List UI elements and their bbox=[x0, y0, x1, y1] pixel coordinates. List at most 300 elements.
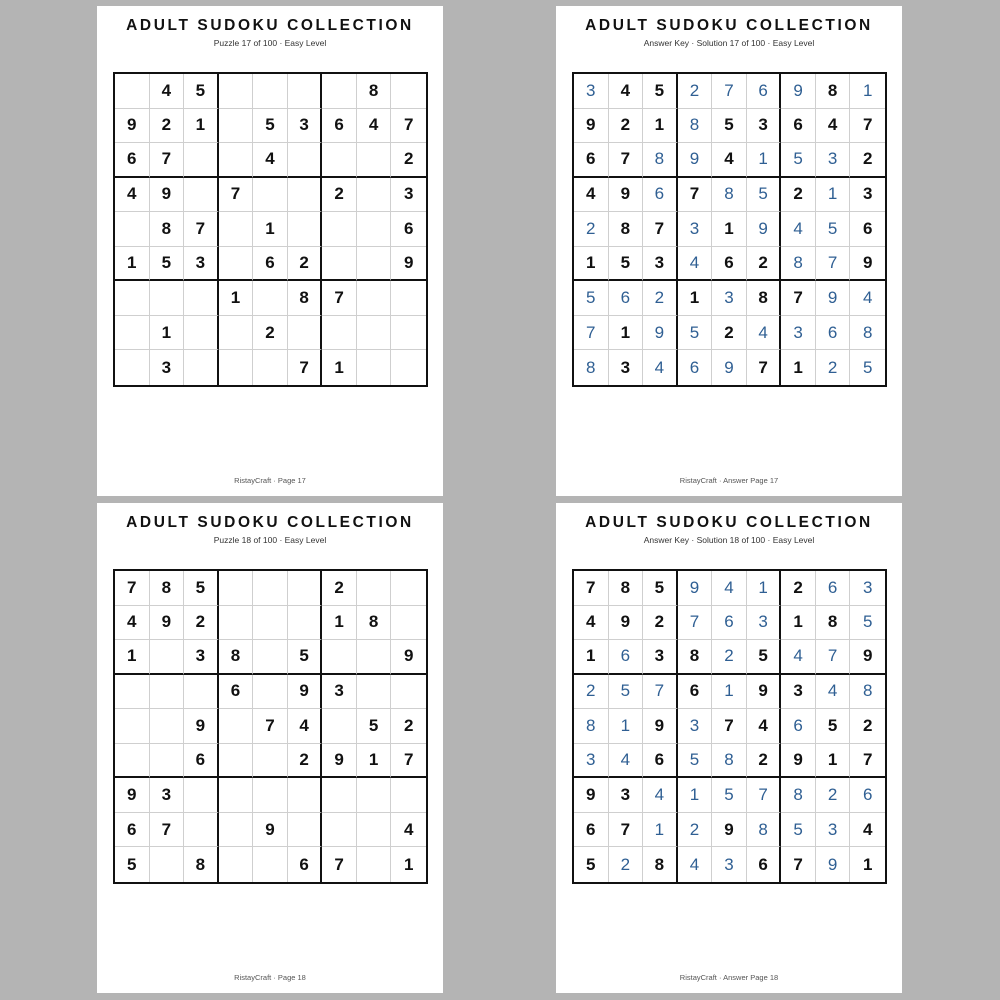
sudoku-cell: 2 bbox=[391, 143, 426, 178]
puzzle-page-17 bbox=[97, 6, 443, 496]
sudoku-cell: 9 bbox=[781, 74, 816, 109]
sudoku-cell: 1 bbox=[219, 281, 254, 316]
sudoku-cell: 5 bbox=[816, 709, 851, 744]
sudoku-cell: 8 bbox=[150, 571, 185, 606]
sudoku-cell: 7 bbox=[391, 744, 426, 779]
sudoku-cell: 8 bbox=[609, 212, 644, 247]
sudoku-cell: 3 bbox=[288, 109, 323, 144]
sudoku-cell bbox=[357, 571, 392, 606]
page-title: ADULT SUDOKU COLLECTION bbox=[585, 514, 873, 531]
sudoku-cell: 8 bbox=[712, 744, 747, 779]
sudoku-cell: 5 bbox=[253, 109, 288, 144]
page-title: ADULT SUDOKU COLLECTION bbox=[126, 17, 414, 34]
sudoku-cell: 7 bbox=[643, 212, 678, 247]
sudoku-cell bbox=[391, 778, 426, 813]
sudoku-cell: 5 bbox=[288, 640, 323, 675]
sudoku-cell: 3 bbox=[609, 350, 644, 385]
sudoku-cell: 7 bbox=[747, 778, 782, 813]
sudoku-cell: 7 bbox=[219, 178, 254, 213]
sudoku-cell: 8 bbox=[781, 247, 816, 282]
sudoku-cell: 6 bbox=[712, 606, 747, 641]
sudoku-cell: 6 bbox=[574, 813, 609, 848]
sudoku-cell: 4 bbox=[678, 847, 713, 882]
sudoku-cell bbox=[288, 606, 323, 641]
sudoku-cell: 6 bbox=[678, 675, 713, 710]
sudoku-cell: 8 bbox=[574, 709, 609, 744]
sudoku-cell: 1 bbox=[678, 281, 713, 316]
sudoku-cell: 5 bbox=[184, 571, 219, 606]
sudoku-cell: 9 bbox=[747, 675, 782, 710]
sudoku-cell: 4 bbox=[712, 143, 747, 178]
sudoku-cell: 4 bbox=[357, 109, 392, 144]
sudoku-cell bbox=[288, 178, 323, 213]
sudoku-cell: 2 bbox=[850, 143, 885, 178]
sudoku-cell bbox=[357, 178, 392, 213]
sudoku-cell: 1 bbox=[115, 247, 150, 282]
sudoku-cell: 6 bbox=[643, 178, 678, 213]
page-subtitle: Answer Key · Solution 17 of 100 · Easy Level bbox=[643, 38, 815, 48]
sudoku-cell bbox=[391, 675, 426, 710]
page-footer: RistayCraft · Page 18 bbox=[234, 973, 306, 982]
sudoku-cell: 6 bbox=[643, 744, 678, 779]
sudoku-cell: 8 bbox=[678, 109, 713, 144]
sudoku-cell bbox=[219, 571, 254, 606]
sudoku-cell: 8 bbox=[184, 847, 219, 882]
sudoku-cell: 4 bbox=[253, 143, 288, 178]
sudoku-cell: 5 bbox=[747, 640, 782, 675]
sudoku-cell bbox=[357, 640, 392, 675]
sudoku-cell: 9 bbox=[678, 571, 713, 606]
sudoku-cell bbox=[115, 675, 150, 710]
sudoku-cell bbox=[288, 212, 323, 247]
sudoku-cell: 5 bbox=[781, 143, 816, 178]
sudoku-cell: 9 bbox=[609, 606, 644, 641]
sudoku-cell: 5 bbox=[357, 709, 392, 744]
sudoku-cell: 2 bbox=[678, 813, 713, 848]
sudoku-cell: 7 bbox=[850, 744, 885, 779]
sudoku-cell: 8 bbox=[712, 178, 747, 213]
page-footer: RistayCraft · Answer Page 17 bbox=[679, 476, 779, 485]
sudoku-cell: 3 bbox=[712, 847, 747, 882]
sudoku-cell: 8 bbox=[357, 606, 392, 641]
page-footer: RistayCraft · Answer Page 18 bbox=[679, 973, 779, 982]
sudoku-cell: 9 bbox=[150, 178, 185, 213]
sudoku-cell: 4 bbox=[781, 212, 816, 247]
sudoku-cell bbox=[219, 247, 254, 282]
sudoku-cell: 4 bbox=[609, 744, 644, 779]
sudoku-cell: 8 bbox=[574, 350, 609, 385]
sudoku-cell: 9 bbox=[781, 744, 816, 779]
sudoku-cell: 6 bbox=[678, 350, 713, 385]
sudoku-cell: 7 bbox=[712, 709, 747, 744]
sudoku-cell: 8 bbox=[816, 606, 851, 641]
sudoku-cell: 5 bbox=[609, 675, 644, 710]
sudoku-cell: 8 bbox=[219, 640, 254, 675]
sudoku-cell bbox=[322, 709, 357, 744]
sudoku-cell bbox=[253, 847, 288, 882]
sudoku-cell bbox=[253, 571, 288, 606]
sudoku-cell bbox=[184, 281, 219, 316]
sudoku-cell bbox=[357, 675, 392, 710]
sudoku-cell: 8 bbox=[288, 281, 323, 316]
sudoku-cell: 2 bbox=[781, 178, 816, 213]
sudoku-cell: 2 bbox=[712, 316, 747, 351]
sudoku-cell: 1 bbox=[150, 316, 185, 351]
sudoku-cell: 9 bbox=[115, 109, 150, 144]
sudoku-cell: 7 bbox=[643, 675, 678, 710]
sudoku-cell: 1 bbox=[781, 350, 816, 385]
sudoku-cell: 6 bbox=[288, 847, 323, 882]
sudoku-cell: 8 bbox=[357, 74, 392, 109]
sudoku-cell: 7 bbox=[253, 709, 288, 744]
sudoku-cell: 8 bbox=[150, 212, 185, 247]
sudoku-cell bbox=[253, 778, 288, 813]
sudoku-cell bbox=[253, 178, 288, 213]
sudoku-cell bbox=[357, 281, 392, 316]
sudoku-cell: 7 bbox=[816, 247, 851, 282]
sudoku-cell bbox=[115, 74, 150, 109]
sudoku-cell: 2 bbox=[678, 74, 713, 109]
sudoku-cell bbox=[115, 350, 150, 385]
sudoku-cell: 3 bbox=[609, 778, 644, 813]
sudoku-cell: 1 bbox=[816, 744, 851, 779]
sudoku-cell: 6 bbox=[712, 247, 747, 282]
sudoku-cell: 4 bbox=[574, 178, 609, 213]
sudoku-cell: 4 bbox=[391, 813, 426, 848]
sudoku-cell: 6 bbox=[747, 74, 782, 109]
sudoku-cell: 2 bbox=[574, 212, 609, 247]
sudoku-cell bbox=[357, 316, 392, 351]
sudoku-cell: 1 bbox=[712, 212, 747, 247]
sudoku-cell: 4 bbox=[781, 640, 816, 675]
sudoku-cell bbox=[288, 571, 323, 606]
sudoku-cell bbox=[288, 74, 323, 109]
sudoku-cell: 1 bbox=[609, 316, 644, 351]
sudoku-cell bbox=[391, 74, 426, 109]
sudoku-cell: 7 bbox=[391, 109, 426, 144]
sudoku-cell bbox=[357, 350, 392, 385]
sudoku-cell: 1 bbox=[862, 854, 873, 874]
sudoku-cell: 9 bbox=[150, 606, 185, 641]
sudoku-cell: 2 bbox=[609, 847, 644, 882]
sudoku-cell: 9 bbox=[609, 178, 644, 213]
sudoku-cell: 6 bbox=[850, 212, 885, 247]
sudoku-cell bbox=[219, 744, 254, 779]
sudoku-cell: 4 bbox=[643, 778, 678, 813]
sudoku-cell: 7 bbox=[747, 350, 782, 385]
answer-page-18 bbox=[556, 503, 902, 993]
sudoku-cell: 5 bbox=[781, 813, 816, 848]
sudoku-cell: 5 bbox=[184, 74, 219, 109]
sudoku-cell: 2 bbox=[747, 744, 782, 779]
sudoku-cell bbox=[184, 778, 219, 813]
sudoku-cell: 1 bbox=[115, 640, 150, 675]
sudoku-cell: 3 bbox=[712, 281, 747, 316]
sudoku-cell: 3 bbox=[574, 74, 609, 109]
sudoku-grid bbox=[113, 569, 428, 884]
sudoku-cell: 4 bbox=[643, 350, 678, 385]
sudoku-cell: 2 bbox=[850, 709, 885, 744]
sudoku-cell bbox=[253, 350, 288, 385]
sudoku-cell: 4 bbox=[747, 316, 782, 351]
sudoku-cell: 7 bbox=[712, 74, 747, 109]
sudoku-cell: 5 bbox=[747, 178, 782, 213]
sudoku-cell: 6 bbox=[253, 247, 288, 282]
sudoku-cell: 4 bbox=[678, 247, 713, 282]
sudoku-cell: 8 bbox=[850, 675, 885, 710]
sudoku-cell: 1 bbox=[609, 709, 644, 744]
sudoku-cell: 5 bbox=[574, 281, 609, 316]
sudoku-cell: 3 bbox=[781, 316, 816, 351]
sudoku-cell: 9 bbox=[816, 847, 851, 882]
sudoku-cell bbox=[253, 74, 288, 109]
sudoku-grid bbox=[572, 72, 887, 387]
sudoku-cell: 1 bbox=[747, 143, 782, 178]
sudoku-cell: 1 bbox=[712, 675, 747, 710]
page-subtitle: Puzzle 18 of 100 · Easy Level bbox=[213, 535, 327, 545]
sudoku-cell: 6 bbox=[816, 316, 851, 351]
sudoku-cell bbox=[150, 281, 185, 316]
sudoku-cell: 7 bbox=[678, 178, 713, 213]
sudoku-cell: 1 bbox=[403, 854, 414, 874]
sudoku-cell: 5 bbox=[816, 212, 851, 247]
sudoku-cell: 3 bbox=[816, 143, 851, 178]
sudoku-cell: 7 bbox=[574, 316, 609, 351]
sudoku-cell bbox=[253, 675, 288, 710]
sudoku-cell: 6 bbox=[115, 143, 150, 178]
sudoku-cell bbox=[219, 109, 254, 144]
sudoku-cell: 3 bbox=[643, 247, 678, 282]
sudoku-cell bbox=[357, 212, 392, 247]
sudoku-cell: 6 bbox=[391, 212, 426, 247]
sudoku-cell bbox=[322, 212, 357, 247]
sudoku-cell: 3 bbox=[184, 247, 219, 282]
sudoku-cell: 3 bbox=[781, 675, 816, 710]
sudoku-cell: 7 bbox=[816, 640, 851, 675]
sudoku-cell: 5 bbox=[678, 316, 713, 351]
sudoku-cell: 7 bbox=[150, 813, 185, 848]
sudoku-cell bbox=[357, 247, 392, 282]
sudoku-cell: 3 bbox=[184, 640, 219, 675]
sudoku-cell bbox=[357, 847, 392, 882]
sudoku-cell: 2 bbox=[288, 744, 323, 779]
sudoku-cell bbox=[219, 778, 254, 813]
sudoku-cell: 7 bbox=[781, 847, 816, 882]
sudoku-cell bbox=[219, 350, 254, 385]
sudoku-cell bbox=[115, 709, 150, 744]
sudoku-cell bbox=[288, 778, 323, 813]
sudoku-cell: 9 bbox=[574, 778, 609, 813]
sudoku-cell: 2 bbox=[184, 606, 219, 641]
sudoku-grid bbox=[113, 72, 428, 387]
sudoku-cell bbox=[219, 212, 254, 247]
sudoku-cell: 8 bbox=[747, 281, 782, 316]
sudoku-cell: 7 bbox=[609, 813, 644, 848]
sudoku-cell: 2 bbox=[643, 606, 678, 641]
sudoku-cell: 3 bbox=[150, 778, 185, 813]
sudoku-cell bbox=[115, 281, 150, 316]
sudoku-cell bbox=[219, 606, 254, 641]
sudoku-cell bbox=[391, 281, 426, 316]
sudoku-cell bbox=[184, 316, 219, 351]
sudoku-cell: 4 bbox=[115, 178, 150, 213]
sudoku-cell: 3 bbox=[850, 178, 885, 213]
sudoku-cell: 4 bbox=[816, 675, 851, 710]
sudoku-cell: 8 bbox=[643, 143, 678, 178]
sudoku-cell: 1 bbox=[747, 571, 782, 606]
sudoku-cell: 2 bbox=[712, 640, 747, 675]
sudoku-cell: 2 bbox=[747, 247, 782, 282]
sudoku-cell: 4 bbox=[816, 109, 851, 144]
sudoku-cell bbox=[150, 847, 185, 882]
sudoku-cell bbox=[115, 316, 150, 351]
sudoku-cell: 5 bbox=[678, 744, 713, 779]
sudoku-cell: 9 bbox=[391, 247, 426, 282]
sudoku-cell: 3 bbox=[747, 109, 782, 144]
sudoku-cell: 9 bbox=[678, 143, 713, 178]
sudoku-cell: 3 bbox=[747, 606, 782, 641]
sudoku-cell: 2 bbox=[781, 571, 816, 606]
sudoku-cell: 9 bbox=[288, 675, 323, 710]
sudoku-cell bbox=[322, 74, 357, 109]
sudoku-cell: 9 bbox=[816, 281, 851, 316]
sudoku-cell: 6 bbox=[816, 571, 851, 606]
sudoku-cell bbox=[184, 178, 219, 213]
sudoku-cell bbox=[115, 744, 150, 779]
sudoku-cell bbox=[322, 247, 357, 282]
sudoku-cell: 9 bbox=[115, 778, 150, 813]
sudoku-cell bbox=[219, 316, 254, 351]
sudoku-cell: 9 bbox=[253, 813, 288, 848]
sudoku-cell: 4 bbox=[150, 74, 185, 109]
sudoku-cell bbox=[115, 212, 150, 247]
sudoku-cell bbox=[288, 143, 323, 178]
sudoku-cell: 7 bbox=[609, 143, 644, 178]
sudoku-cell: 6 bbox=[609, 281, 644, 316]
page-title: ADULT SUDOKU COLLECTION bbox=[585, 17, 873, 34]
sudoku-cell: 9 bbox=[712, 350, 747, 385]
sudoku-cell bbox=[357, 778, 392, 813]
sudoku-cell: 9 bbox=[747, 212, 782, 247]
sudoku-cell bbox=[184, 143, 219, 178]
sudoku-cell: 2 bbox=[253, 316, 288, 351]
sudoku-cell bbox=[253, 744, 288, 779]
sudoku-cell: 8 bbox=[781, 778, 816, 813]
sudoku-cell: 5 bbox=[862, 357, 873, 377]
sudoku-cell: 3 bbox=[574, 744, 609, 779]
sudoku-cell: 6 bbox=[184, 744, 219, 779]
sudoku-cell bbox=[253, 606, 288, 641]
sudoku-cell bbox=[150, 640, 185, 675]
sudoku-cell: 6 bbox=[850, 778, 885, 813]
sudoku-cell bbox=[288, 813, 323, 848]
sudoku-cell: 5 bbox=[609, 247, 644, 282]
sudoku-cell bbox=[288, 316, 323, 351]
sudoku-cell: 9 bbox=[643, 709, 678, 744]
sudoku-cell bbox=[322, 640, 357, 675]
sudoku-cell bbox=[184, 350, 219, 385]
sudoku-cell: 1 bbox=[678, 778, 713, 813]
sudoku-cell: 1 bbox=[357, 744, 392, 779]
sudoku-cell bbox=[219, 813, 254, 848]
sudoku-cell bbox=[322, 316, 357, 351]
sudoku-cell: 1 bbox=[322, 606, 357, 641]
sudoku-cell: 1 bbox=[643, 109, 678, 144]
sudoku-cell: 1 bbox=[184, 109, 219, 144]
sudoku-cell bbox=[184, 813, 219, 848]
sudoku-cell: 3 bbox=[678, 212, 713, 247]
sudoku-cell: 3 bbox=[391, 178, 426, 213]
sudoku-cell: 8 bbox=[643, 847, 678, 882]
sudoku-cell: 9 bbox=[574, 109, 609, 144]
sudoku-cell: 4 bbox=[609, 74, 644, 109]
puzzle-page-18 bbox=[97, 503, 443, 993]
sudoku-cell: 8 bbox=[816, 74, 851, 109]
sudoku-cell: 3 bbox=[643, 640, 678, 675]
sudoku-cell bbox=[219, 143, 254, 178]
sudoku-cell: 6 bbox=[609, 640, 644, 675]
sudoku-cell: 9 bbox=[712, 813, 747, 848]
sudoku-cell bbox=[219, 709, 254, 744]
sudoku-cell: 1 bbox=[816, 178, 851, 213]
sudoku-cell: 4 bbox=[574, 606, 609, 641]
sudoku-cell: 7 bbox=[850, 109, 885, 144]
sudoku-cell bbox=[391, 316, 426, 351]
sudoku-cell: 5 bbox=[712, 109, 747, 144]
sudoku-cell: 7 bbox=[322, 847, 357, 882]
sudoku-cell: 2 bbox=[574, 675, 609, 710]
sudoku-cell: 7 bbox=[574, 571, 609, 606]
sudoku-cell: 4 bbox=[747, 709, 782, 744]
sudoku-cell: 3 bbox=[322, 675, 357, 710]
sudoku-cell: 9 bbox=[184, 709, 219, 744]
sudoku-cell: 2 bbox=[322, 571, 357, 606]
page-subtitle: Puzzle 17 of 100 · Easy Level bbox=[213, 38, 327, 48]
sudoku-cell: 6 bbox=[781, 709, 816, 744]
answer-page-17 bbox=[556, 6, 902, 496]
sudoku-cell: 6 bbox=[115, 813, 150, 848]
sudoku-cell: 2 bbox=[391, 709, 426, 744]
page-subtitle: Answer Key · Solution 18 of 100 · Easy Level bbox=[643, 535, 815, 545]
sudoku-cell: 7 bbox=[150, 143, 185, 178]
sudoku-cell: 6 bbox=[219, 675, 254, 710]
sudoku-cell bbox=[150, 709, 185, 744]
sudoku-cell: 3 bbox=[150, 350, 185, 385]
sudoku-cell: 9 bbox=[850, 247, 885, 282]
sudoku-grid bbox=[572, 569, 887, 884]
sudoku-cell: 1 bbox=[574, 247, 609, 282]
page-title: ADULT SUDOKU COLLECTION bbox=[126, 514, 414, 531]
sudoku-cell: 8 bbox=[609, 571, 644, 606]
sudoku-cell: 8 bbox=[678, 640, 713, 675]
sudoku-cell: 9 bbox=[391, 640, 426, 675]
sudoku-cell: 5 bbox=[115, 847, 150, 882]
sudoku-cell: 5 bbox=[850, 606, 885, 641]
sudoku-cell: 1 bbox=[850, 74, 885, 109]
sudoku-cell: 5 bbox=[643, 571, 678, 606]
sudoku-cell bbox=[391, 571, 426, 606]
sudoku-cell: 3 bbox=[850, 571, 885, 606]
sudoku-cell bbox=[253, 640, 288, 675]
sudoku-cell: 4 bbox=[288, 709, 323, 744]
sudoku-cell: 5 bbox=[150, 247, 185, 282]
sudoku-cell: 2 bbox=[150, 109, 185, 144]
sudoku-cell bbox=[150, 675, 185, 710]
sudoku-cell: 2 bbox=[609, 109, 644, 144]
sudoku-cell: 7 bbox=[115, 571, 150, 606]
sudoku-cell: 6 bbox=[781, 109, 816, 144]
sudoku-cell: 2 bbox=[816, 778, 851, 813]
